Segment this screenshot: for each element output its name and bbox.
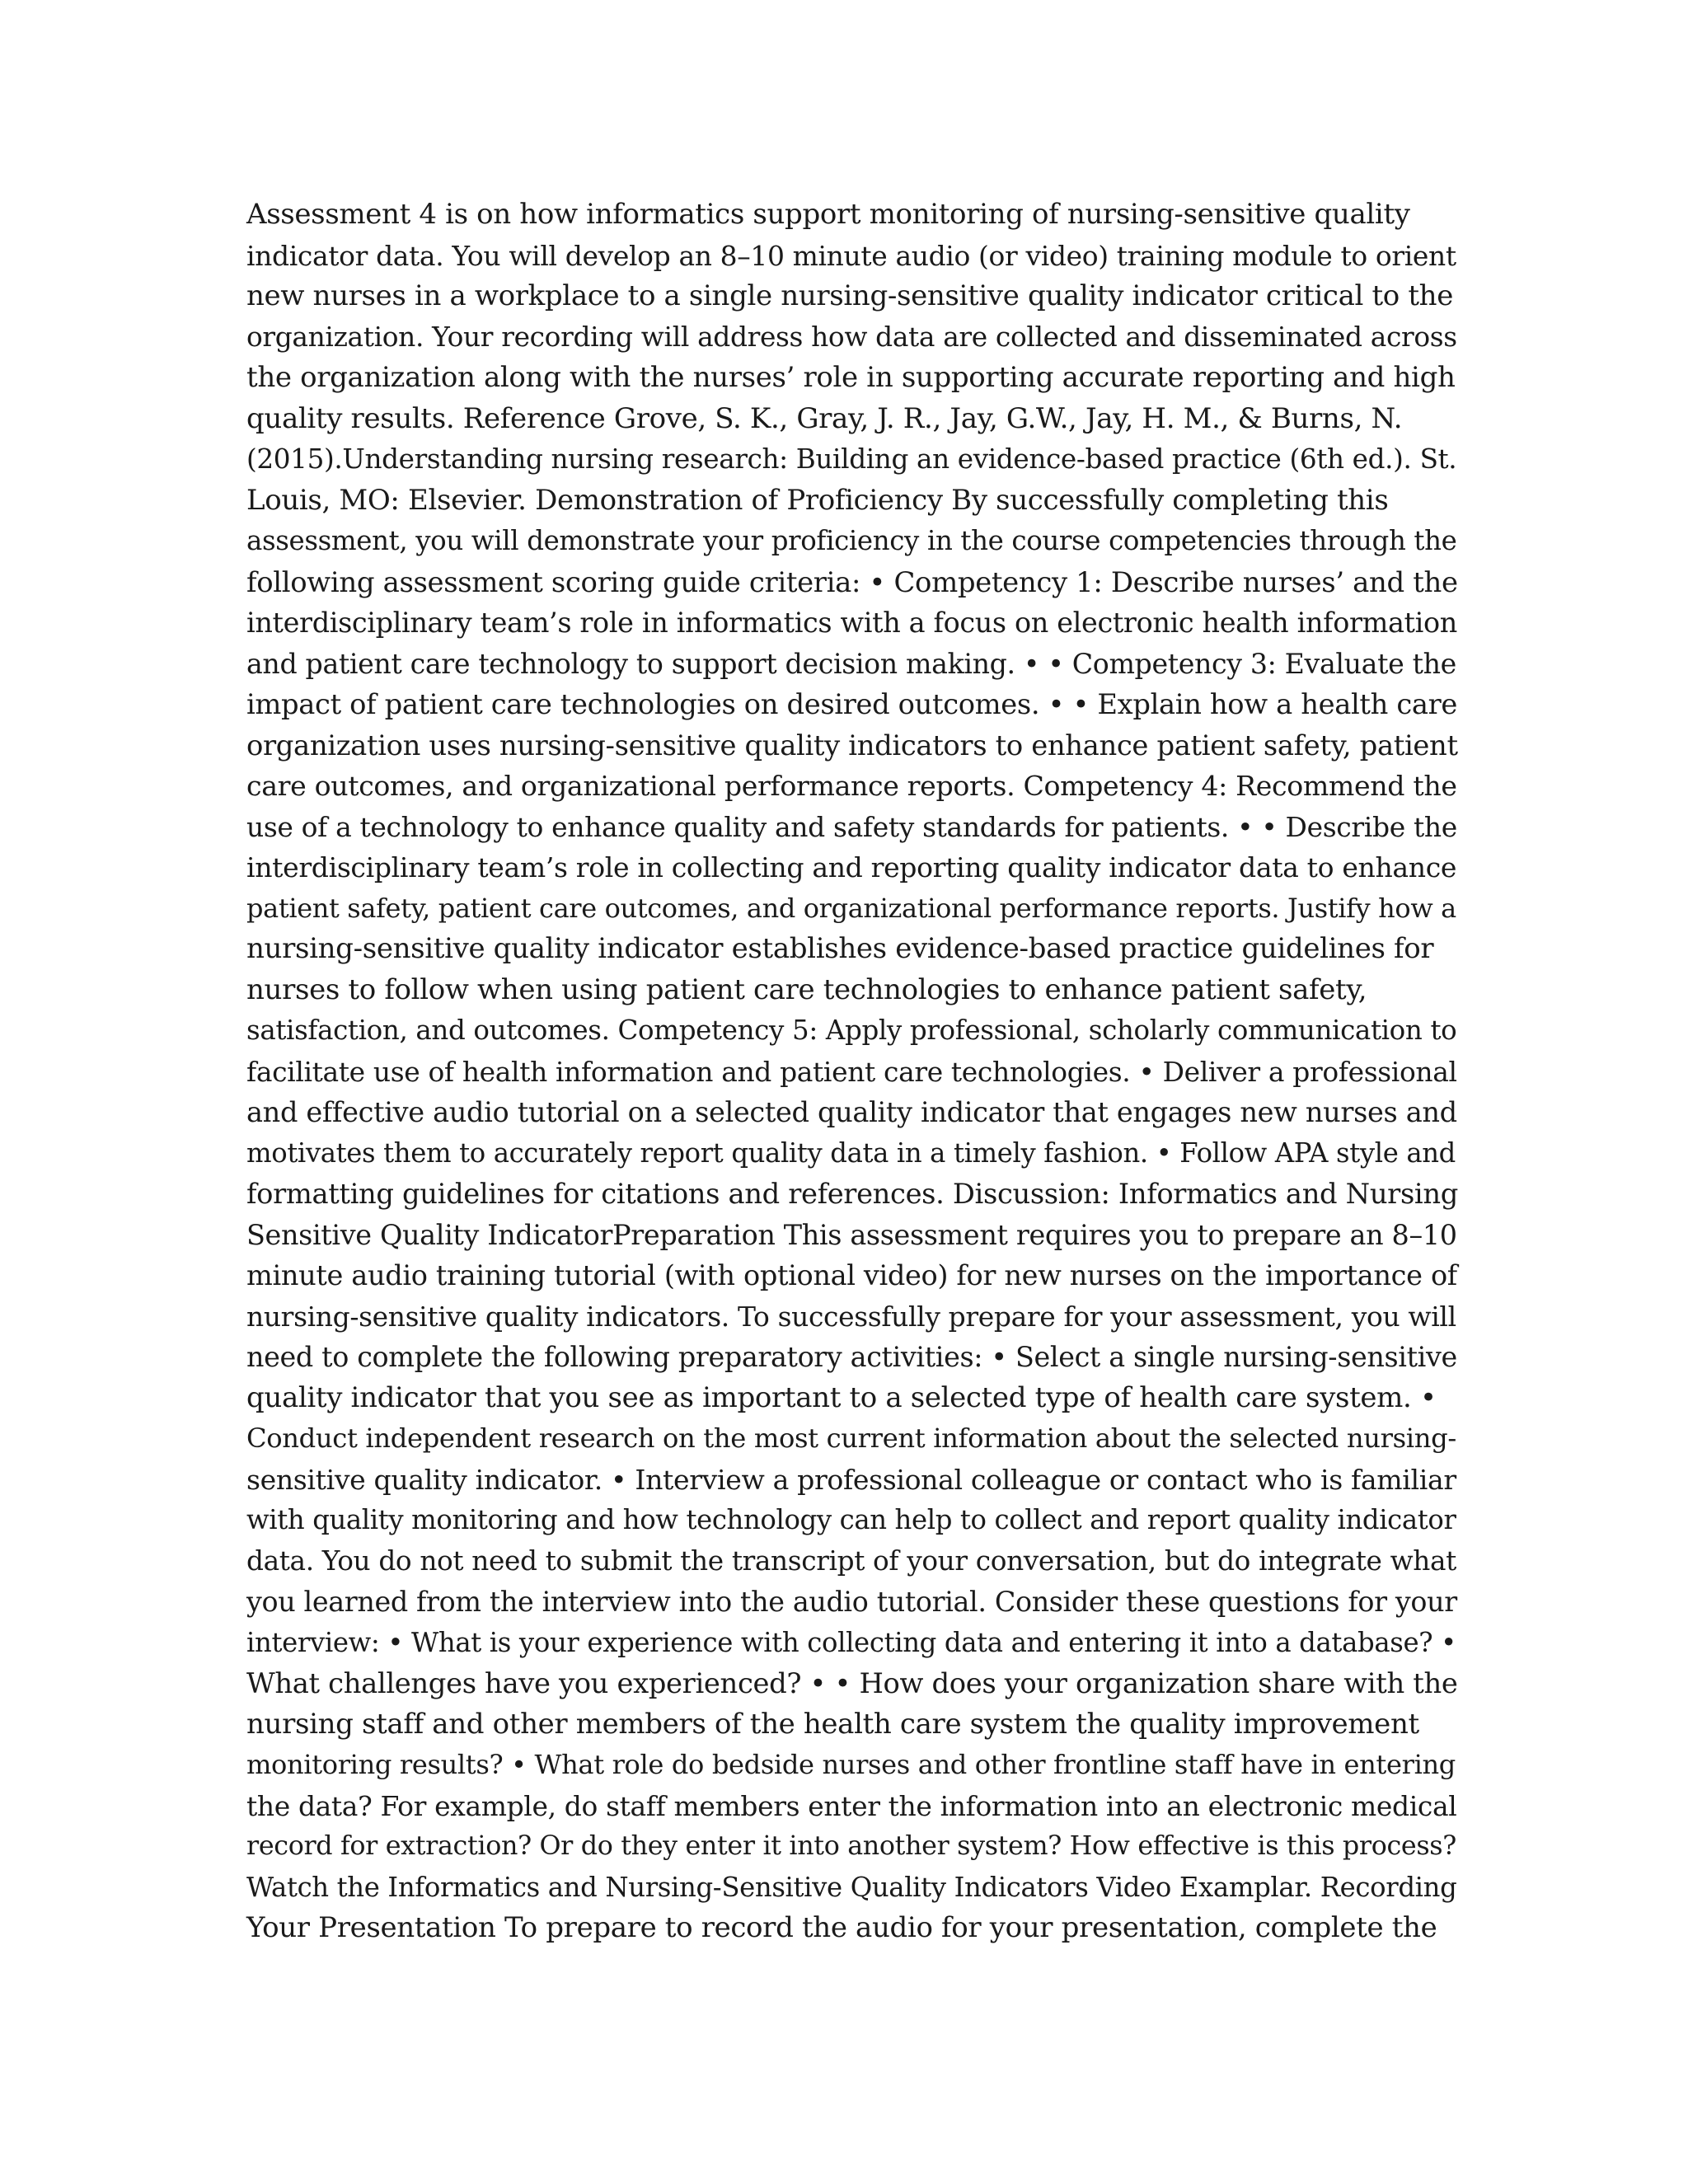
text-line: formatting guidelines for citations and references. Discussion: Informatics and Nursing [246,1178,1458,1210]
text-line: nursing staff and other members of the health care system the quality improvement [246,1707,1419,1741]
text-line: nursing-sensitive quality indicators. To successfully prepare for your assessment, you will [246,1300,1456,1333]
text-line: motivates them to accurately report quality data in a timely fashion. • Follow APA style and [246,1137,1456,1169]
text-line: Watch the Informatics and Nursing-Sensitive Quality Indicators Video Examplar. Recording [246,1871,1457,1903]
text-line: impact of patient care technologies on desired outcomes. • • Explain how a health care [246,688,1458,720]
text-line: need to complete the following preparatory activities: • Select a single nursing-sensitive [246,1341,1457,1373]
text-line: Louis, MO: Elsevier. Demonstration of Proficiency By successfully completing this [246,483,1389,517]
text-line: interdisciplinary team’s role in informatics with a focus on electronic health information [246,607,1457,639]
text-line: the organization along with the nurses’ role in supporting accurate reporting and high [246,361,1456,394]
text-line: Sensitive Quality IndicatorPreparation This assessment requires you to prepare an 8–10 [246,1218,1457,1251]
text-line: use of a technology to enhance quality and safety standards for patients. • • Describe the [246,810,1457,843]
text-line: minute audio training tutorial (with optional video) for new nurses on the importance of [246,1259,1457,1291]
text-line: satisfaction, and outcomes. Competency 5: Apply professional, scholarly communication to [246,1015,1457,1046]
text-line: nursing-sensitive quality indicator establishes evidence-based practice guidelines for [246,932,1434,965]
text-line: care outcomes, and organizational performance reports. Competency 4: Recommend the [246,770,1457,802]
text-line: Conduct independent research on the most current information about the selected nursing- [246,1422,1456,1454]
text-line: nurses to follow when using patient care technologies to enhance patient safety, [246,972,1367,1006]
text-line: you learned from the interview into the audio tutorial. Consider these questions for your [246,1586,1457,1618]
text-line: the data? For example, do staff members enter the information into an electronic medical [246,1789,1457,1822]
text-line: (2015).Understanding nursing research: Building an evidence-based practice (6th ed.). St. [246,443,1457,475]
text-line: What challenges have you experienced? • • How does your organization share with the [246,1667,1458,1699]
text-line: monitoring results? • What role do bedside nurses and other frontline staff have in entering [246,1749,1456,1780]
text-line: quality results. Reference Grove, S. K., Gray, J. R., Jay, G.W., Jay, H. M., & Burns, N. [246,401,1403,435]
text-line: interdisciplinary team’s role in collecting and reporting quality indicator data to enhance [246,851,1457,883]
text-line: sensitive quality indicator. • Interview a professional colleague or contact who is familiar [246,1463,1456,1496]
text-line: data. You do not need to submit the transcript of your conversation, but do integrate what [246,1544,1456,1577]
text-line: record for extraction? Or do they enter it into another system? How effective is this process? [246,1831,1456,1861]
text-line: and effective audio tutorial on a selected quality indicator that engages new nurses and [246,1096,1457,1128]
text-line: organization. Your recording will address how data are collected and disseminated across [246,321,1457,353]
text-line: Your Presentation To prepare to record the audio for your presentation, complete the [246,1911,1437,1944]
text-line: with quality monitoring and how technology can help to collect and report quality indicator [246,1504,1456,1535]
text-line: assessment, you will demonstrate your proficiency in the course competencies through the [246,525,1457,556]
text-line: Assessment 4 is on how informatics support monitoring of nursing-sensitive quality [246,198,1410,231]
text-line: and patient care technology to support decision making. • • Competency 3: Evaluate the [246,647,1456,680]
document-body [246,194,1458,1949]
text-line: new nurses in a workplace to a single nursing-sensitive quality indicator critical to the [246,279,1454,312]
text-line: following assessment scoring guide criteria: • Competency 1: Describe nurses’ and the [246,565,1458,598]
text-line: organization uses nursing-sensitive quality indicators to enhance patient safety, patient [246,729,1458,762]
text-line: quality indicator that you see as important to a selected type of health care system. • [246,1380,1437,1414]
text-line: interview: • What is your experience with collecting data and entering it into a database? • [246,1626,1456,1658]
text-line: patient safety, patient care outcomes, and organizational performance reports. Justify how a [246,892,1456,924]
text-line: facilitate use of health information and patient care technologies. • Deliver a professional [246,1055,1457,1088]
text-line: indicator data. You will develop an 8–10 minute audio (or video) training module to orient [246,239,1456,272]
